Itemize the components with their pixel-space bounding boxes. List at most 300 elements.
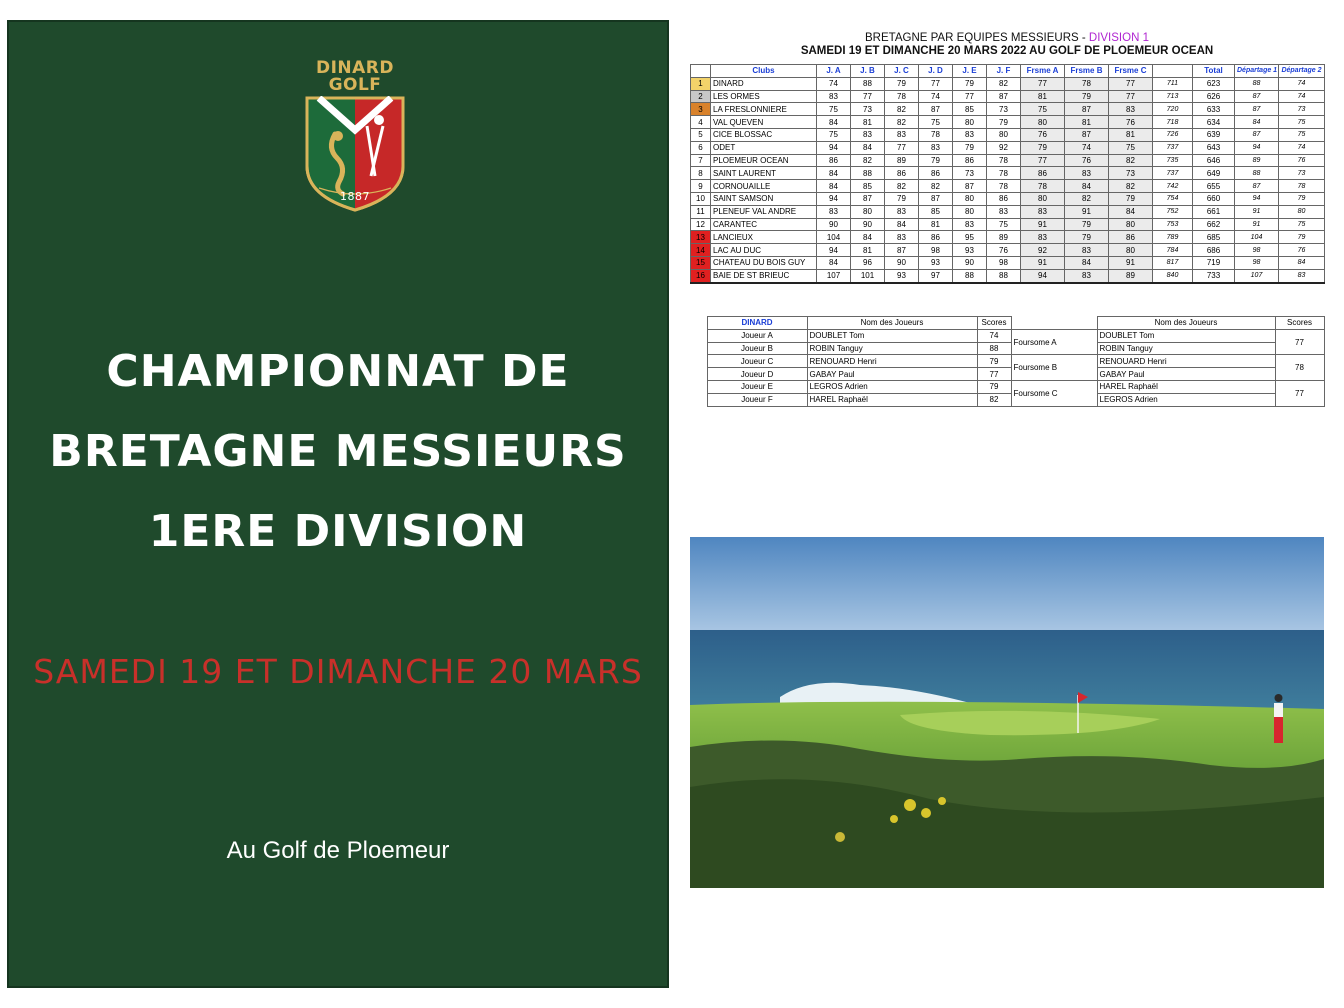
foursome-score-cell: 91 <box>1109 256 1153 269</box>
foursome-score-cell: 77 <box>1275 329 1324 355</box>
player-name-cell: GABAY Paul <box>807 368 977 381</box>
departage2-cell: 78 <box>1279 180 1325 193</box>
player-score-cell: 79 <box>885 192 919 205</box>
total-cell: 626 <box>1193 90 1235 103</box>
ranking-column-header: Départage 1 <box>1235 65 1279 78</box>
foursome-score-cell: 84 <box>1065 256 1109 269</box>
player-score-cell: 74 <box>977 329 1011 342</box>
player-row <box>690 342 1324 355</box>
player-slot-cell: Joueur C <box>707 355 807 368</box>
player-score-cell: 80 <box>953 205 987 218</box>
player-score-cell: 92 <box>987 141 1021 154</box>
subtotal-cell: 742 <box>1153 180 1193 193</box>
departage1-cell: 84 <box>1235 116 1279 129</box>
rank-cell: 11 <box>691 205 711 218</box>
total-cell: 686 <box>1193 244 1235 257</box>
ranking-column-header: Départage 2 <box>1279 65 1325 78</box>
foursome-names-header: Nom des Joueurs <box>1097 317 1275 330</box>
player-score-cell: 84 <box>817 116 851 129</box>
departage1-cell: 107 <box>1235 269 1279 282</box>
player-row <box>690 355 1324 368</box>
foursome-score-cell: 77 <box>1021 154 1065 167</box>
player-slot-cell: Joueur D <box>707 368 807 381</box>
player-score-cell: 75 <box>817 103 851 116</box>
player-score-cell: 79 <box>953 141 987 154</box>
player-score-cell: 94 <box>817 192 851 205</box>
subtotal-cell: 753 <box>1153 218 1193 231</box>
player-score-cell: 86 <box>919 231 953 244</box>
ranking-column-header: Total <box>1193 65 1235 78</box>
departage2-cell: 80 <box>1279 205 1325 218</box>
player-score-cell: 104 <box>817 231 851 244</box>
total-cell: 655 <box>1193 180 1235 193</box>
subtotal-cell: 737 <box>1153 141 1193 154</box>
foursome-score-cell: 89 <box>1109 269 1153 282</box>
results-title-division: DIVISION 1 <box>1088 32 1149 44</box>
player-score-cell: 79 <box>987 116 1021 129</box>
departage1-cell: 88 <box>1235 167 1279 180</box>
foursome-player-cell: GABAY Paul <box>1097 368 1275 381</box>
departage2-cell: 79 <box>1279 192 1325 205</box>
rank-cell: 12 <box>691 218 711 231</box>
player-score-cell: 79 <box>885 77 919 90</box>
foursome-label-cell: Foursome B <box>1011 355 1097 381</box>
total-cell: 685 <box>1193 231 1235 244</box>
departage1-cell: 88 <box>1235 77 1279 90</box>
subtotal-cell: 713 <box>1153 90 1193 103</box>
foursome-label-cell: Foursome A <box>1011 329 1097 355</box>
player-score-cell: 87 <box>987 90 1021 103</box>
foursome-score-cell: 83 <box>1021 205 1065 218</box>
rank-cell: 10 <box>691 192 711 205</box>
player-score-cell: 82 <box>885 116 919 129</box>
foursome-score-cell: 78 <box>1065 77 1109 90</box>
rank-cell: 8 <box>691 167 711 180</box>
total-cell: 639 <box>1193 128 1235 141</box>
foursome-score-cell: 82 <box>1109 180 1153 193</box>
total-cell: 662 <box>1193 218 1235 231</box>
foursome-player-cell: RENOUARD Henri <box>1097 355 1275 368</box>
foursome-player-cell: LEGROS Adrien <box>1097 393 1275 406</box>
foursome-score-cell: 94 <box>1021 269 1065 282</box>
club-name-cell: CHATEAU DU BOIS GUY <box>711 256 817 269</box>
player-row <box>690 368 1324 381</box>
departage2-cell: 74 <box>1279 77 1325 90</box>
player-slot-cell: Joueur F <box>707 393 807 406</box>
ranking-row <box>691 244 1325 257</box>
club-name-cell: LA FRESLONNIERE <box>711 103 817 116</box>
player-score-cell: 78 <box>885 90 919 103</box>
foursome-score-cell: 79 <box>1021 141 1065 154</box>
foursome-score-cell: 77 <box>1021 77 1065 90</box>
foursome-score-cell: 91 <box>1021 256 1065 269</box>
club-name-cell: LAC AU DUC <box>711 244 817 257</box>
ranking-column-header: J. B <box>851 65 885 78</box>
departage1-cell: 87 <box>1235 180 1279 193</box>
departage2-cell: 73 <box>1279 103 1325 116</box>
player-score-cell: 94 <box>817 244 851 257</box>
subtotal-cell: 726 <box>1153 128 1193 141</box>
player-score-cell: 94 <box>817 141 851 154</box>
foursome-score-cell: 86 <box>1021 167 1065 180</box>
foursome-score-cell: 83 <box>1021 231 1065 244</box>
player-score-cell: 83 <box>817 90 851 103</box>
player-score-cell: 80 <box>953 192 987 205</box>
player-row <box>690 380 1324 393</box>
ranking-header-row <box>691 65 1325 78</box>
player-score-cell: 79 <box>977 380 1011 393</box>
player-score-cell: 83 <box>851 128 885 141</box>
ranking-row <box>691 167 1325 180</box>
club-name-cell: CORNOUAILLE <box>711 180 817 193</box>
player-score-cell: 88 <box>851 77 885 90</box>
player-slot-cell: Joueur A <box>707 329 807 342</box>
subtotal-cell: 840 <box>1153 269 1193 282</box>
player-score-cell: 74 <box>919 90 953 103</box>
player-slot-cell: Joueur B <box>707 342 807 355</box>
rank-cell: 16 <box>691 269 711 282</box>
foursome-score-cell: 91 <box>1065 205 1109 218</box>
ranking-column-header <box>1153 65 1193 78</box>
departage2-cell: 75 <box>1279 128 1325 141</box>
players-header-row <box>690 317 1324 330</box>
total-cell: 634 <box>1193 116 1235 129</box>
player-score-cell: 101 <box>851 269 885 282</box>
player-score-cell: 84 <box>817 167 851 180</box>
foursome-score-cell: 80 <box>1109 244 1153 257</box>
player-score-cell: 93 <box>953 244 987 257</box>
rank-cell: 14 <box>691 244 711 257</box>
player-score-cell: 75 <box>817 128 851 141</box>
player-score-cell: 78 <box>919 128 953 141</box>
player-score-cell: 98 <box>919 244 953 257</box>
player-score-cell: 89 <box>885 154 919 167</box>
player-score-cell: 97 <box>919 269 953 282</box>
club-name-cell: SAINT LAURENT <box>711 167 817 180</box>
foursome-score-cell: 81 <box>1109 128 1153 141</box>
ranking-column-header: J. D <box>919 65 953 78</box>
player-score-cell: 79 <box>977 355 1011 368</box>
subtotal-cell: 817 <box>1153 256 1193 269</box>
ranking-row <box>691 205 1325 218</box>
player-score-cell: 95 <box>953 231 987 244</box>
ranking-row <box>691 154 1325 167</box>
player-score-cell: 93 <box>919 256 953 269</box>
subtotal-cell: 711 <box>1153 77 1193 90</box>
club-name-cell: CARANTEC <box>711 218 817 231</box>
player-score-cell: 85 <box>851 180 885 193</box>
ranking-column-header: Frsme C <box>1109 65 1153 78</box>
player-score-cell: 90 <box>817 218 851 231</box>
rank-cell: 9 <box>691 180 711 193</box>
player-score-cell: 78 <box>987 180 1021 193</box>
total-cell: 633 <box>1193 103 1235 116</box>
departage1-cell: 98 <box>1235 256 1279 269</box>
player-score-cell: 74 <box>817 77 851 90</box>
rank-cell: 2 <box>691 90 711 103</box>
player-score-cell: 98 <box>987 256 1021 269</box>
player-score-cell: 73 <box>953 167 987 180</box>
ranking-column-header: J. F <box>987 65 1021 78</box>
foursome-player-cell: DOUBLET Tom <box>1097 329 1275 342</box>
player-score-cell: 88 <box>977 342 1011 355</box>
ranking-row <box>691 141 1325 154</box>
player-score-cell: 83 <box>919 141 953 154</box>
logo-name: DINARD <box>315 58 395 78</box>
total-cell: 661 <box>1193 205 1235 218</box>
player-score-cell: 75 <box>987 218 1021 231</box>
player-score-cell: 81 <box>851 244 885 257</box>
player-score-cell: 73 <box>987 103 1021 116</box>
total-cell: 733 <box>1193 269 1235 282</box>
ranking-body <box>691 77 1325 282</box>
player-score-cell: 82 <box>977 393 1011 406</box>
player-score-cell: 87 <box>953 180 987 193</box>
departage2-cell: 84 <box>1279 256 1325 269</box>
player-score-cell: 82 <box>851 154 885 167</box>
departage2-cell: 74 <box>1279 90 1325 103</box>
player-score-cell: 83 <box>953 128 987 141</box>
player-score-cell: 77 <box>953 90 987 103</box>
foursome-score-cell: 79 <box>1065 90 1109 103</box>
players-scores-header: Scores <box>977 317 1011 330</box>
player-score-cell: 80 <box>953 116 987 129</box>
total-cell: 719 <box>1193 256 1235 269</box>
player-score-cell: 82 <box>987 77 1021 90</box>
player-name-cell: DOUBLET Tom <box>807 329 977 342</box>
subtotal-cell: 737 <box>1153 167 1193 180</box>
player-row <box>690 329 1324 342</box>
player-score-cell: 86 <box>987 192 1021 205</box>
player-score-cell: 81 <box>919 218 953 231</box>
players-club-header: DINARD <box>707 317 807 330</box>
ranking-row <box>691 77 1325 90</box>
player-score-cell: 84 <box>851 231 885 244</box>
departage1-cell: 91 <box>1235 218 1279 231</box>
subtotal-cell: 752 <box>1153 205 1193 218</box>
ranking-row <box>691 218 1325 231</box>
ranking-row <box>691 231 1325 244</box>
foursome-score-cell: 78 <box>1021 180 1065 193</box>
ranking-column-header: J. E <box>953 65 987 78</box>
ranking-column-header: Frsme B <box>1065 65 1109 78</box>
results-sheet <box>690 32 1324 284</box>
foursome-player-cell: HAREL Raphaël <box>1097 380 1275 393</box>
foursome-score-cell: 92 <box>1021 244 1065 257</box>
ranking-row <box>691 116 1325 129</box>
player-score-cell: 80 <box>987 128 1021 141</box>
rank-cell: 3 <box>691 103 711 116</box>
results-title-main: BRETAGNE PAR EQUIPES MESSIEURS - <box>865 32 1089 44</box>
foursome-player-cell: ROBIN Tanguy <box>1097 342 1275 355</box>
player-score-cell: 107 <box>817 269 851 282</box>
foursome-score-cell: 82 <box>1109 154 1153 167</box>
departage1-cell: 94 <box>1235 141 1279 154</box>
ranking-row <box>691 180 1325 193</box>
players-body <box>690 329 1324 406</box>
foursome-score-cell: 83 <box>1065 269 1109 282</box>
departage1-cell: 89 <box>1235 154 1279 167</box>
player-name-cell: LEGROS Adrien <box>807 380 977 393</box>
club-name-cell: PLOEMEUR OCEAN <box>711 154 817 167</box>
foursome-score-cell: 79 <box>1065 231 1109 244</box>
club-name-cell: LANCIEUX <box>711 231 817 244</box>
departage2-cell: 74 <box>1279 141 1325 154</box>
ranking-column-header <box>691 65 711 78</box>
ranking-row <box>691 192 1325 205</box>
player-score-cell: 83 <box>987 205 1021 218</box>
departage1-cell: 91 <box>1235 205 1279 218</box>
dinard-players-table <box>690 316 1325 407</box>
player-score-cell: 83 <box>817 205 851 218</box>
player-score-cell: 82 <box>885 180 919 193</box>
foursome-score-cell: 78 <box>1275 355 1324 381</box>
player-score-cell: 84 <box>817 180 851 193</box>
departage1-cell: 87 <box>1235 103 1279 116</box>
club-name-cell: VAL QUEVEN <box>711 116 817 129</box>
player-score-cell: 83 <box>953 218 987 231</box>
subtotal-cell: 718 <box>1153 116 1193 129</box>
player-score-cell: 88 <box>987 269 1021 282</box>
player-score-cell: 86 <box>919 167 953 180</box>
foursome-score-cell: 87 <box>1065 103 1109 116</box>
departage2-cell: 73 <box>1279 167 1325 180</box>
rank-cell: 15 <box>691 256 711 269</box>
event-venue: Au Golf de Ploemeur <box>226 837 450 864</box>
player-score-cell: 87 <box>919 192 953 205</box>
ranking-row <box>691 103 1325 116</box>
player-score-cell: 76 <box>987 244 1021 257</box>
player-score-cell: 83 <box>885 205 919 218</box>
golf-course-seaside-image <box>690 537 1324 888</box>
ranking-column-header: Clubs <box>711 65 817 78</box>
rank-cell: 4 <box>691 116 711 129</box>
player-score-cell: 86 <box>953 154 987 167</box>
ranking-row <box>691 90 1325 103</box>
player-name-cell: RENOUARD Henri <box>807 355 977 368</box>
total-cell: 646 <box>1193 154 1235 167</box>
player-score-cell: 81 <box>851 116 885 129</box>
departage2-cell: 75 <box>1279 116 1325 129</box>
subtotal-cell: 789 <box>1153 231 1193 244</box>
player-score-cell: 84 <box>817 256 851 269</box>
player-score-cell: 87 <box>851 192 885 205</box>
player-score-cell: 82 <box>919 180 953 193</box>
player-name-cell: HAREL Raphaël <box>807 393 977 406</box>
player-score-cell: 82 <box>885 103 919 116</box>
event-date: SAMEDI 19 ET DIMANCHE 20 MARS <box>33 652 643 691</box>
player-score-cell: 96 <box>851 256 885 269</box>
foursome-score-cell: 84 <box>1109 205 1153 218</box>
foursome-score-cell: 91 <box>1021 218 1065 231</box>
player-score-cell: 90 <box>851 218 885 231</box>
club-name-cell: PLENEUF VAL ANDRE <box>711 205 817 218</box>
foursome-score-cell: 75 <box>1109 141 1153 154</box>
club-name-cell: SAINT SAMSON <box>711 192 817 205</box>
club-name-cell: CICE BLOSSAC <box>711 128 817 141</box>
player-score-cell: 90 <box>953 256 987 269</box>
rank-cell: 5 <box>691 128 711 141</box>
foursome-score-cell: 77 <box>1109 77 1153 90</box>
player-score-cell: 86 <box>817 154 851 167</box>
club-name-cell: LES ORMES <box>711 90 817 103</box>
subtotal-cell: 754 <box>1153 192 1193 205</box>
foursome-score-cell: 73 <box>1109 167 1153 180</box>
foursome-score-cell: 84 <box>1065 180 1109 193</box>
player-score-cell: 79 <box>953 77 987 90</box>
ranking-column-header: Frsme A <box>1021 65 1065 78</box>
foursome-score-cell: 83 <box>1065 244 1109 257</box>
rank-cell: 1 <box>691 77 711 90</box>
foursome-score-cell: 81 <box>1021 90 1065 103</box>
player-score-cell: 84 <box>885 218 919 231</box>
foursome-score-cell: 87 <box>1065 128 1109 141</box>
club-name-cell: DINARD <box>711 77 817 90</box>
player-score-cell: 87 <box>885 244 919 257</box>
player-score-cell: 77 <box>977 368 1011 381</box>
subtotal-cell: 720 <box>1153 103 1193 116</box>
foursome-score-cell: 83 <box>1109 103 1153 116</box>
player-score-cell: 77 <box>885 141 919 154</box>
player-name-cell: ROBIN Tanguy <box>807 342 977 355</box>
club-name-cell: BAIE DE ST BRIEUC <box>711 269 817 282</box>
player-score-cell: 73 <box>851 103 885 116</box>
player-score-cell: 80 <box>851 205 885 218</box>
foursome-label-cell: Foursome C <box>1011 380 1097 406</box>
departage2-cell: 76 <box>1279 244 1325 257</box>
foursome-scores-header: Scores <box>1275 317 1324 330</box>
departage1-cell: 94 <box>1235 192 1279 205</box>
rank-cell: 6 <box>691 141 711 154</box>
ranking-row <box>691 269 1325 282</box>
total-cell: 660 <box>1193 192 1235 205</box>
foursome-score-cell: 77 <box>1109 90 1153 103</box>
player-score-cell: 87 <box>919 103 953 116</box>
player-score-cell: 93 <box>885 269 919 282</box>
foursome-score-cell: 86 <box>1109 231 1153 244</box>
rank-cell: 7 <box>691 154 711 167</box>
results-subtitle: SAMEDI 19 ET DIMANCHE 20 MARS 2022 AU GOLF DE PLOEMEUR OCEAN <box>800 45 1214 57</box>
foursome-score-cell: 76 <box>1065 154 1109 167</box>
foursome-score-cell: 81 <box>1065 116 1109 129</box>
departage1-cell: 98 <box>1235 244 1279 257</box>
player-score-cell: 78 <box>987 154 1021 167</box>
results-title <box>690 32 1324 45</box>
subtotal-cell: 784 <box>1153 244 1193 257</box>
total-cell: 643 <box>1193 141 1235 154</box>
foursome-score-cell: 80 <box>1021 192 1065 205</box>
players-names-header: Nom des Joueurs <box>807 317 977 330</box>
player-score-cell: 78 <box>987 167 1021 180</box>
player-score-cell: 85 <box>919 205 953 218</box>
player-score-cell: 88 <box>851 167 885 180</box>
departage1-cell: 87 <box>1235 128 1279 141</box>
logo-year: 1887 <box>340 190 370 203</box>
player-score-cell: 86 <box>885 167 919 180</box>
player-score-cell: 89 <box>987 231 1021 244</box>
club-name-cell: ODET <box>711 141 817 154</box>
player-score-cell: 88 <box>953 269 987 282</box>
ranking-column-header: J. A <box>817 65 851 78</box>
foursome-score-cell: 80 <box>1021 116 1065 129</box>
foursome-score-cell: 76 <box>1109 116 1153 129</box>
departage2-cell: 79 <box>1279 231 1325 244</box>
foursome-score-cell: 79 <box>1065 218 1109 231</box>
foursome-score-cell: 76 <box>1021 128 1065 141</box>
ranking-row <box>691 256 1325 269</box>
title-line: BRETAGNE MESSIEURS <box>49 426 627 477</box>
course-photo <box>690 537 1324 888</box>
